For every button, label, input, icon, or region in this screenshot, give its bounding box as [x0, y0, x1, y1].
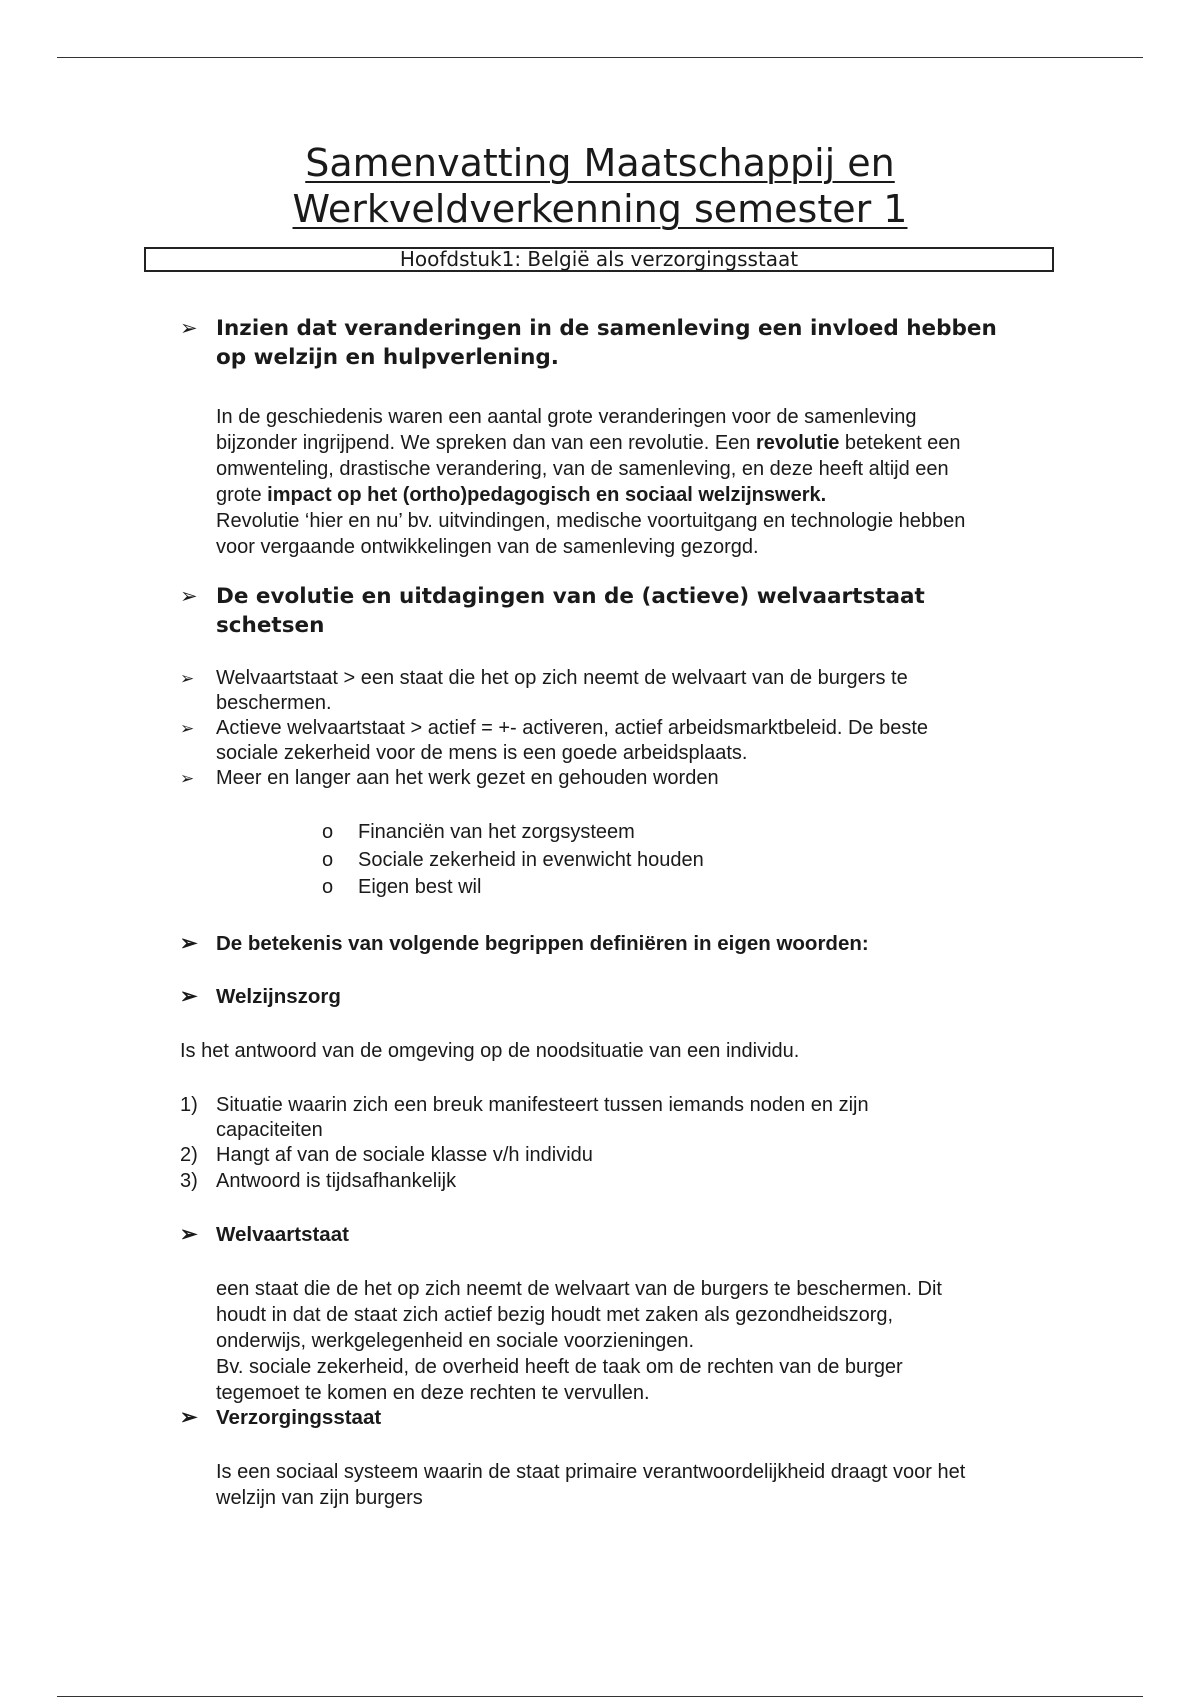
section-heading-1 [180, 314, 1060, 372]
bottom-rule [57, 1696, 1143, 1697]
arrow-bullet-icon: ➢ [180, 584, 198, 608]
text-line: welzijn van zijn burgers [216, 1487, 423, 1509]
arrow-bullet-icon: ➢ [180, 932, 198, 955]
text-line: grote impact op het (ortho)pedagogisch en sociaal welzijnswerk. [216, 484, 827, 506]
sub-item-text: Financiën van het zorgsysteem [358, 821, 635, 843]
text-line: bijzonder ingrijpend. We spreken dan van een revolutie. Een revolutie betekent een [216, 432, 961, 454]
text-line: een staat die de het op zich neemt de welvaart van de burgers te beschermen. Dit [216, 1278, 942, 1300]
section-heading-2 [180, 582, 1060, 640]
text-line: omwenteling, drastische verandering, van de samenleving, en deze heeft altijd een [216, 458, 949, 480]
heading-line: Inzien dat veranderingen in de samenleving een invloed hebben [216, 316, 997, 341]
text-line: voor vergaande ontwikkelingen van de samenleving gezorgd. [216, 536, 759, 558]
numbered-item: 1) Situatie waarin zich een breuk manifesteert tussen iemands noden en zijn capaciteiten [180, 1093, 1060, 1143]
arrow-bullet-icon: ➢ [180, 985, 198, 1008]
chapter-heading-box [144, 247, 1054, 272]
text-line: Is een sociaal systeem waarin de staat primaire verantwoordelijkheid draagt voor het [216, 1461, 966, 1483]
text-line: tegemoet te komen en deze rechten te vervullen. [216, 1382, 650, 1404]
welzijnszorg-definition: Is het antwoord van de omgeving op de noodsituatie van een individu. [180, 1040, 800, 1062]
heading-line: schetsen [216, 613, 325, 638]
numbered-item: 3) Antwoord is tijdsafhankelijk [180, 1170, 457, 1192]
text-line: Actieve welvaartstaat > actief = +- activeren, actief arbeidsmarktbeleid. De beste [216, 717, 929, 739]
term-heading-welzijnszorg: ➢ Welzijnszorg [180, 985, 341, 1008]
numbered-item: 2) Hangt af van de sociale klasse v/h individu [180, 1144, 593, 1166]
arrow-bullet-icon: ➢ [180, 1406, 198, 1429]
welvaartstaat-definition [216, 1276, 1066, 1406]
text-line: capaciteiten [216, 1119, 323, 1141]
list-item [180, 666, 1060, 716]
heading-line: De evolutie en uitdagingen van de (actieve) welvaartstaat [216, 584, 925, 609]
text-line: In de geschiedenis waren een aantal grote veranderingen voor de samenleving [216, 406, 917, 428]
text-line: beschermen. [216, 692, 332, 714]
chapter-heading: Hoofdstuk1: België als verzorgingsstaat [399, 247, 799, 271]
text-line: Bv. sociale zekerheid, de overheid heeft de taak om de rechten van de burger [216, 1356, 903, 1378]
text-line: Revolutie ‘hier en nu’ bv. uitvindingen, medische voortuitgang en technologie hebben [216, 510, 966, 532]
sub-list-item [322, 847, 704, 873]
circle-bullet: o [322, 876, 334, 898]
arrow-bullet-small-icon: ➢ [180, 719, 195, 738]
sub-item-text: Eigen best wil [358, 876, 482, 898]
sub-list-item [322, 819, 635, 845]
heading-line: op welzijn en hulpverlening. [216, 345, 559, 370]
sub-item-text: Sociale zekerheid in evenwicht houden [358, 849, 704, 871]
top-rule [57, 57, 1143, 58]
title-line-1: Samenvatting Maatschappij en [305, 141, 895, 185]
title-line-2: Werkveldverkenning semester 1 [292, 187, 908, 231]
circle-bullet: o [322, 849, 334, 871]
sub-list-item [322, 874, 481, 900]
list-item [180, 716, 1060, 766]
text-line: houdt in dat de staat zich actief bezig houdt met zaken als gezondheidszorg, [216, 1304, 894, 1326]
text-line: Meer en langer aan het werk gezet en gehouden worden [216, 767, 719, 789]
section-heading-3: ➢ De betekenis van volgende begrippen definiëren in eigen woorden: [180, 932, 869, 955]
verzorgingsstaat-definition [216, 1459, 1066, 1511]
page-title [0, 140, 1200, 232]
list-item [180, 766, 1060, 791]
text-line: Situatie waarin zich een breuk manifesteert tussen iemands noden en zijn [216, 1094, 869, 1116]
term-heading-welvaartstaat: ➢ Welvaartstaat [180, 1223, 349, 1246]
text-line: onderwijs, werkgelegenheid en sociale voorzieningen. [216, 1330, 695, 1352]
circle-bullet: o [322, 821, 334, 843]
arrow-bullet-small-icon: ➢ [180, 669, 195, 688]
arrow-bullet-icon: ➢ [180, 316, 198, 340]
arrow-bullet-icon: ➢ [180, 1223, 198, 1246]
text-line: Welvaartstaat > een staat die het op zich neemt de welvaart van de burgers te [216, 667, 908, 689]
paragraph-revolution [216, 404, 1066, 560]
arrow-bullet-small-icon: ➢ [180, 769, 195, 788]
term-heading-verzorgingsstaat: ➢ Verzorgingsstaat [180, 1406, 382, 1429]
text-line: sociale zekerheid voor de mens is een goede arbeidsplaats. [216, 742, 748, 764]
